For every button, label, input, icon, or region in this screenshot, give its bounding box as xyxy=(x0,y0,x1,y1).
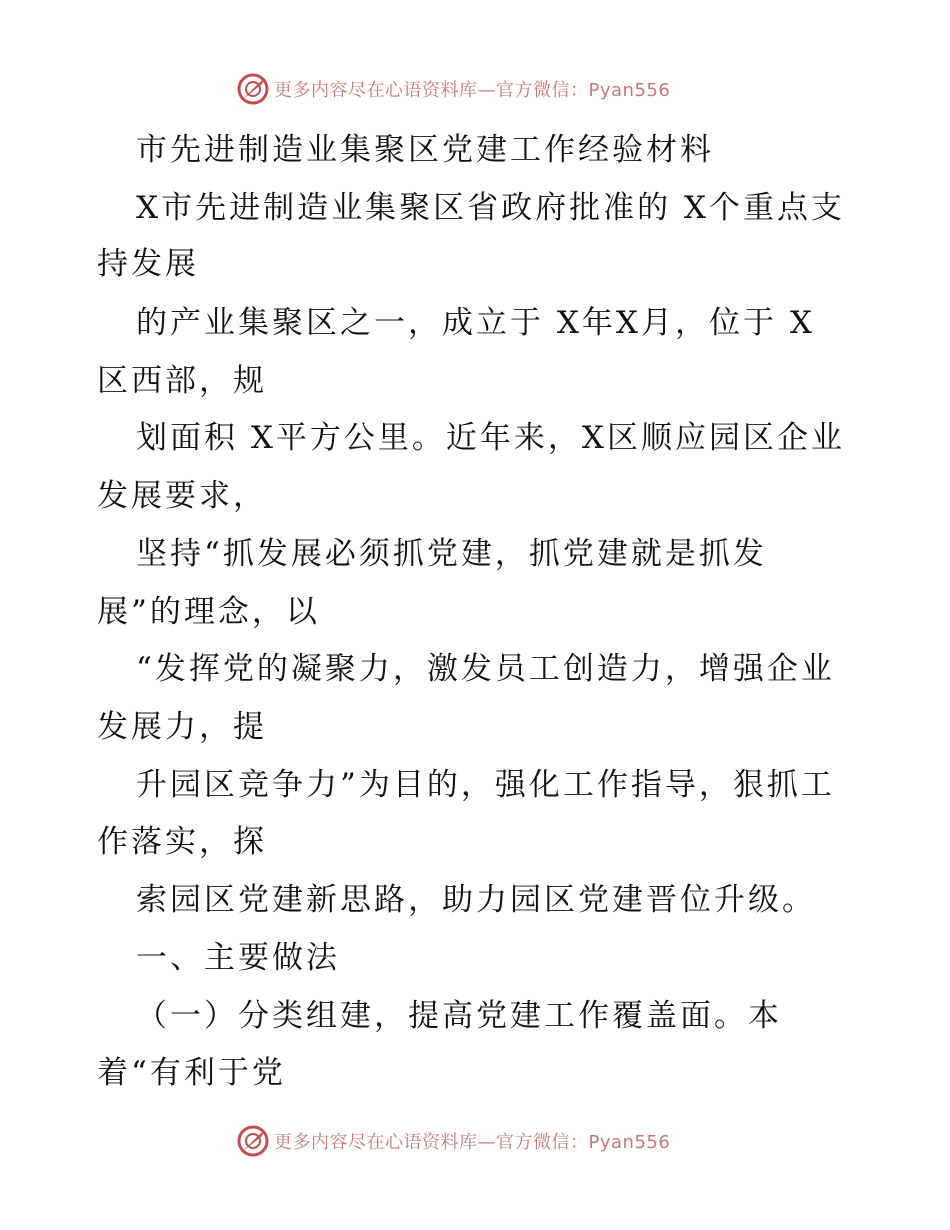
paragraph-line: 作落实，探 xyxy=(97,824,267,860)
subsection-heading: （一）分类组建，提高党建工作覆盖面。本 xyxy=(136,998,782,1034)
paragraph-line: X市先进制造业集聚区省政府批准的 X个重点支 xyxy=(136,190,845,226)
paragraph-line: 坚持“抓发展必须抓党建，抓党建就是抓发 xyxy=(136,536,767,572)
watermark-text: 更多内容尽在心语资料库—官方微信：Pyan556 xyxy=(274,80,671,101)
paragraph-line: 持发展 xyxy=(97,246,199,282)
watermark-text: 更多内容尽在心语资料库—官方微信：Pyan556 xyxy=(274,1132,671,1153)
paragraph-line: 着“有利于党 xyxy=(97,1055,286,1091)
paragraph-line: 的产业集聚区之一，成立于 X年X月，位于 X xyxy=(136,305,815,341)
logo-icon xyxy=(236,1124,270,1158)
paragraph-line: 发展要求， xyxy=(97,478,267,514)
watermark-footer xyxy=(236,1124,670,1158)
paragraph-line: 展”的理念，以 xyxy=(97,594,320,630)
document-title: 市先进制造业集聚区党建工作经验材料 xyxy=(136,132,714,168)
paragraph-line: 区西部，规 xyxy=(97,363,267,399)
paragraph-line: 划面积 X平方公里。近年来，X区顺应园区企业 xyxy=(136,420,845,456)
paragraph-line: 索园区党建新思路，助力园区党建晋位升级。 xyxy=(136,882,816,918)
paragraph-line: 发展力，提 xyxy=(97,709,267,745)
section-heading: 一、主要做法 xyxy=(136,940,340,976)
paragraph-line: “发挥党的凝聚力，激发员工创造力，增强企业 xyxy=(136,651,835,687)
paragraph-line: 升园区竞争力”为目的，强化工作指导，狠抓工 xyxy=(136,767,835,803)
